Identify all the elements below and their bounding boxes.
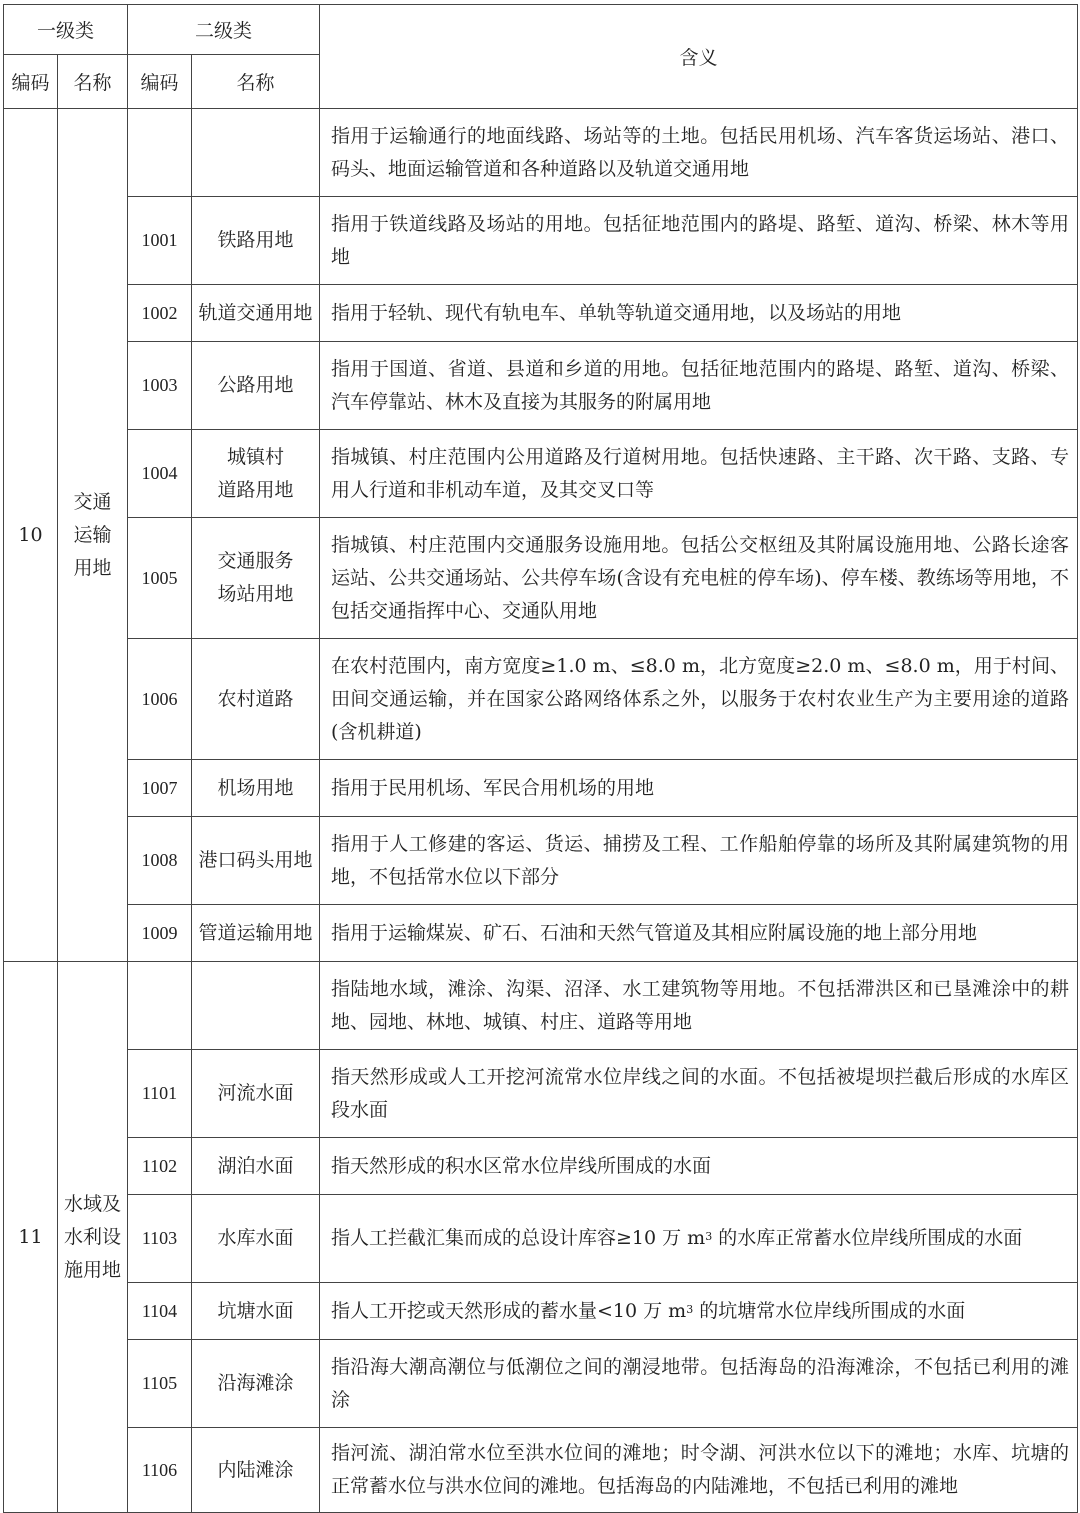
superscript: 3: [705, 1230, 713, 1243]
table-row: [4, 342, 1078, 430]
row-name: 公路用地: [192, 342, 320, 430]
row-code: 1103: [128, 1195, 192, 1283]
header-l2-code: 编码: [128, 55, 192, 109]
row-code: 1106: [128, 1428, 192, 1513]
row-code: 1008: [128, 817, 192, 905]
row-description: 指用于铁道线路及场站的用地。包括征地范围内的路堤、路堑、道沟、桥梁、林木等用地: [320, 197, 1078, 285]
row-description: 指人工开挖或天然形成的蓄水量<10 万 $m^3$ 的坑塘常水位岸线所围成的水面: [320, 1283, 1078, 1340]
row-code: [128, 109, 192, 197]
row-code: 1102: [128, 1138, 192, 1195]
table-row: [4, 109, 1078, 197]
row-description: 指用于国道、省道、县道和乡道的用地。包括征地范围内的路堤、路堑、道沟、桥梁、汽车停靠站、林木及直接为其服务的附属用地: [320, 342, 1078, 430]
row-name: 港口码头用地: [192, 817, 320, 905]
row-name: 内陆滩涂: [192, 1428, 320, 1513]
row-description: 指沿海大潮高潮位与低潮位之间的潮浸地带。包括海岛的沿海滩涂，不包括已利用的滩涂: [320, 1340, 1078, 1428]
table-row: [4, 760, 1078, 817]
row-name: 城镇村 道路用地: [192, 430, 320, 518]
table-row: [4, 1428, 1078, 1513]
header-row-1: [4, 5, 1078, 55]
table-row: [4, 430, 1078, 518]
row-code: [128, 962, 192, 1050]
row-description: 指城镇、村庄范围内公用道路及行道树用地。包括快速路、主干路、次干路、支路、专用人行道和非机动车道，及其交叉口等: [320, 430, 1078, 518]
row-description: 指用于人工修建的客运、货运、捕捞及工程、工作船舶停靠的场所及其附属建筑物的用地，不包括常水位以下部分: [320, 817, 1078, 905]
row-name: 沿海滩涂: [192, 1340, 320, 1428]
row-code: 1009: [128, 905, 192, 962]
row-code: 1101: [128, 1050, 192, 1138]
row-name: [192, 109, 320, 197]
row-description: 指城镇、村庄范围内交通服务设施用地。包括公交枢纽及其附属设施用地、公路长途客运站、公共交通场站、公共停车场(含设有充电桩的停车场)、停车楼、教练场等用地，不包括交通指挥中心、交通队用地: [320, 518, 1078, 639]
group-code: 10: [4, 109, 58, 962]
row-code: 1006: [128, 639, 192, 760]
table-row: [4, 1050, 1078, 1138]
row-name: 交通服务 场站用地: [192, 518, 320, 639]
row-name: [192, 962, 320, 1050]
table-row: [4, 962, 1078, 1050]
table-row: [4, 285, 1078, 342]
row-code: 1005: [128, 518, 192, 639]
table-row: [4, 817, 1078, 905]
header-l2-name: 名称: [192, 55, 320, 109]
row-code: 1003: [128, 342, 192, 430]
table-row: [4, 1340, 1078, 1428]
table-row: [4, 518, 1078, 639]
row-code: 1007: [128, 760, 192, 817]
table-row: [4, 1283, 1078, 1340]
land-classification-table: [3, 4, 1078, 1513]
group-name: 交通 运输 用地: [58, 109, 128, 962]
row-code: 1004: [128, 430, 192, 518]
group-name: 水域及 水利设 施用地: [58, 962, 128, 1513]
row-name: 湖泊水面: [192, 1138, 320, 1195]
row-description: 指用于民用机场、军民合用机场的用地: [320, 760, 1078, 817]
row-description: 指河流、湖泊常水位至洪水位间的滩地；时令湖、河洪水位以下的滩地；水库、坑塘的正常蓄水位与洪水位间的滩地。包括海岛的内陆滩地，不包括已利用的滩地: [320, 1428, 1078, 1513]
row-code: 1002: [128, 285, 192, 342]
row-description: 指天然形成或人工开挖河流常水位岸线之间的水面。不包括被堤坝拦截后形成的水库区段水面: [320, 1050, 1078, 1138]
table-row: [4, 905, 1078, 962]
row-description: 在农村范围内，南方宽度≥1.0 m、≤8.0 m，北方宽度≥2.0 m、≤8.0 m，用于村间、田间交通运输，并在国家公路网络体系之外，以服务于农村农业生产为主要用途的道路(含机耕道): [320, 639, 1078, 760]
header-l1-name: 名称: [58, 55, 128, 109]
row-description: 指用于运输通行的地面线路、场站等的土地。包括民用机场、汽车客货运场站、港口、码头、地面运输管道和各种道路以及轨道交通用地: [320, 109, 1078, 197]
header-level2: 二级类: [128, 5, 320, 55]
row-description: 指人工拦截汇集而成的总设计库容≥10 万 $m^3$ 的水库正常蓄水位岸线所围成的水面: [320, 1195, 1078, 1283]
row-description: 指陆地水域，滩涂、沟渠、沼泽、水工建筑物等用地。不包括滞洪区和已垦滩涂中的耕地、园地、林地、城镇、村庄、道路等用地: [320, 962, 1078, 1050]
row-description: 指用于轻轨、现代有轨电车、单轨等轨道交通用地，以及场站的用地: [320, 285, 1078, 342]
group-code: 11: [4, 962, 58, 1513]
header-level1: 一级类: [4, 5, 128, 55]
table-row: [4, 1195, 1078, 1283]
table-row: [4, 639, 1078, 760]
row-description: 指天然形成的积水区常水位岸线所围成的水面: [320, 1138, 1078, 1195]
row-code: 1001: [128, 197, 192, 285]
row-name: 坑塘水面: [192, 1283, 320, 1340]
row-name: 管道运输用地: [192, 905, 320, 962]
row-name: 河流水面: [192, 1050, 320, 1138]
row-name: 机场用地: [192, 760, 320, 817]
table-row: [4, 197, 1078, 285]
row-description: 指用于运输煤炭、矿石、石油和天然气管道及其相应附属设施的地上部分用地: [320, 905, 1078, 962]
row-name: 水库水面: [192, 1195, 320, 1283]
row-name: 轨道交通用地: [192, 285, 320, 342]
row-code: 1104: [128, 1283, 192, 1340]
header-l1-code: 编码: [4, 55, 58, 109]
row-code: 1105: [128, 1340, 192, 1428]
row-name: 农村道路: [192, 639, 320, 760]
header-meaning: 含义: [320, 5, 1078, 109]
superscript: 3: [686, 1302, 694, 1316]
row-name: 铁路用地: [192, 197, 320, 285]
table-row: [4, 1138, 1078, 1195]
